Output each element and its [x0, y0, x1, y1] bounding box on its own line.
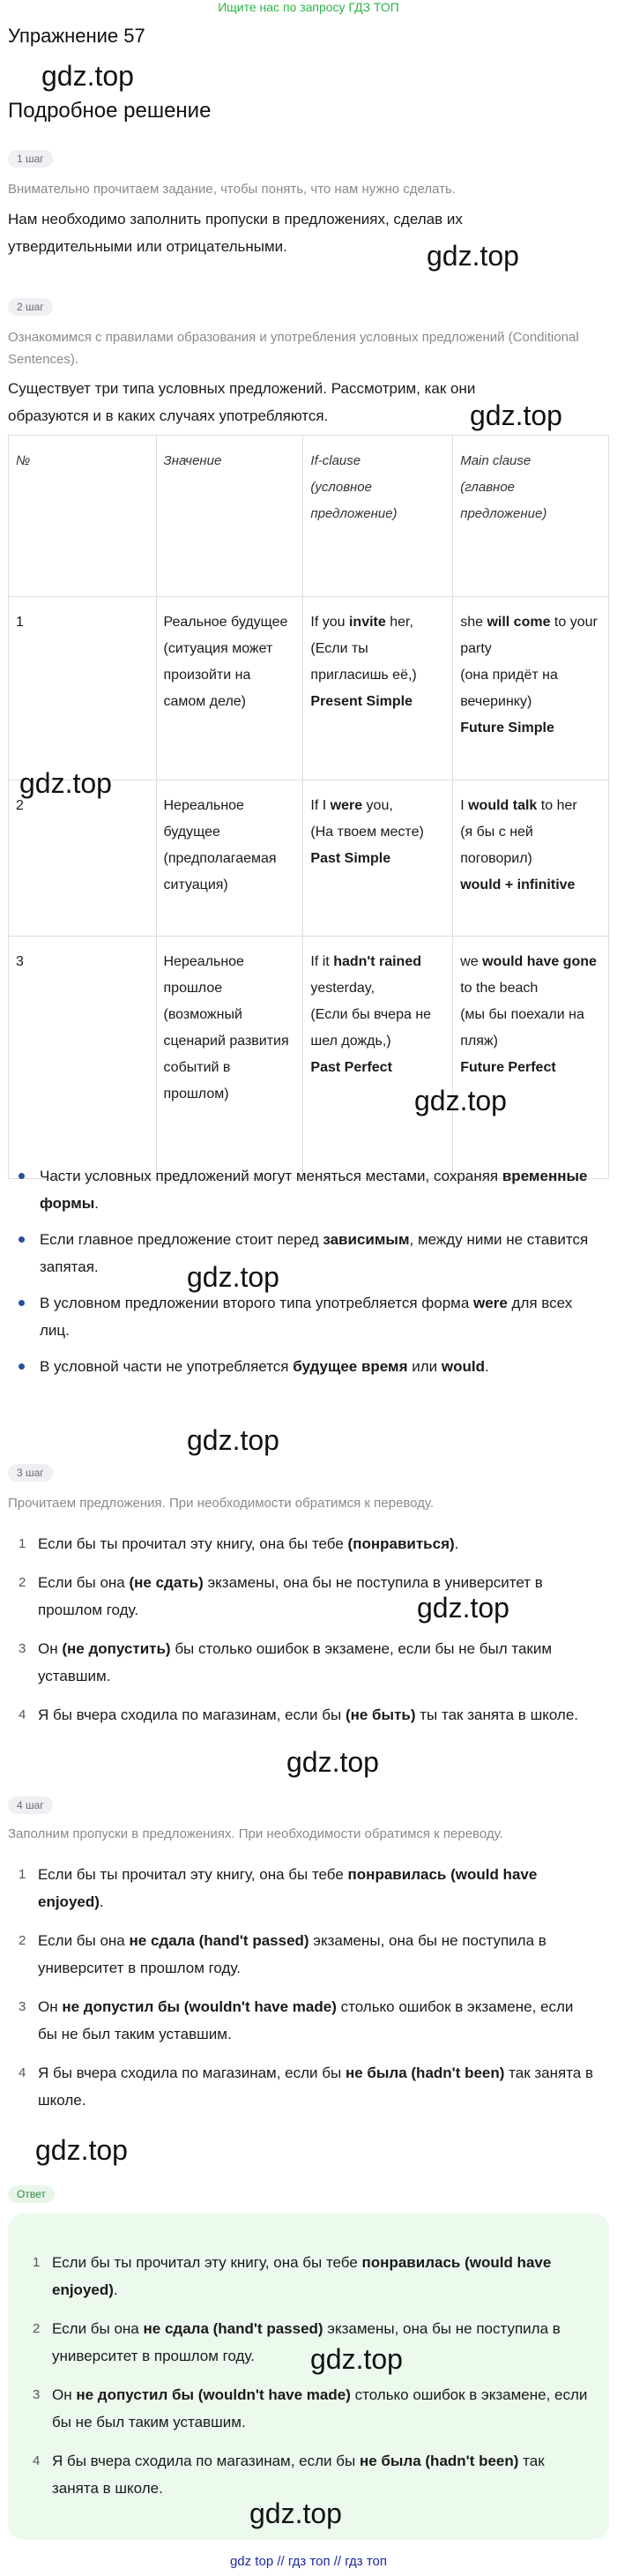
watermark: gdz.top [470, 399, 562, 431]
watermark: gdz.top [249, 2498, 342, 2529]
step-1-text: Нам необходимо заполнить пропуски в предложениях, сделав их утвердительными или отрицательными. [8, 211, 463, 255]
watermark: gdz.top [414, 1085, 507, 1116]
watermark: gdz.top [35, 2134, 128, 2166]
step-2-badge: 2 шаг [8, 298, 53, 316]
list-item: 1 Если бы ты прочитал эту книгу, она бы тебе (понравиться). [19, 1535, 459, 1552]
row-meaning: Реальное будущее (ситуация может произойти на самом деле) [156, 597, 303, 780]
list-item: 4 Я бы вчера сходила по магазинам, если бы не была (hadn't been) так занята в школе. [19, 2065, 594, 2109]
table-row [9, 780, 609, 937]
list-item: 4 Я бы вчера сходила по магазинам, если бы не была (hadn't been) так занята в школе. [33, 2453, 545, 2497]
row-main-clause: we would have gone to the beach (мы бы поехали на пляж) Future Perfect [453, 937, 609, 1179]
watermark: gdz.top [417, 1592, 509, 1624]
watermark: gdz.top [310, 2343, 403, 2375]
watermark: gdz.top [427, 240, 519, 272]
conditionals-table-wrap [8, 435, 609, 1179]
top-banner[interactable]: Ищите нас по запросу ГДЗ ТОП [218, 0, 399, 14]
list-item: 1 Если бы ты прочитал эту книгу, она бы тебе понравилась (would have enjoyed). [19, 1866, 538, 1910]
step-3-list [8, 1530, 594, 1740]
step-1-badge: 1 шаг [8, 150, 53, 168]
page-subtitle: Подробное решение [8, 99, 212, 123]
row-if-clause: If it hadn't rained yesterday, (Если бы вчера не шел дождь,) Past Perfect [303, 937, 453, 1179]
row-number: 2 [9, 780, 157, 937]
row-number: 1 [9, 597, 157, 780]
conditionals-table [8, 435, 609, 1179]
step-3-badge: 3 шаг [8, 1464, 53, 1482]
row-if-clause: If you invite her, (Если ты пригласишь её,) Present Simple [303, 597, 453, 780]
table-header-row [9, 436, 609, 597]
watermark: gdz.top [187, 1261, 279, 1293]
table-row [9, 937, 609, 1179]
col-main-clause-header: Main clause (главное предложение) [453, 436, 609, 597]
col-if-clause-header: If-clause (условное предложение) [303, 436, 453, 597]
list-item: 2 Если бы она не сдала (hand't passed) экзамены, она бы не поступила в университет в прошлом году. [19, 1932, 546, 1976]
watermark: gdz.top [286, 1746, 379, 1778]
step-2-hint: Ознакомимся с правилами образования и употребления условных предложений (Conditional Sentences). [8, 330, 579, 367]
footer-links[interactable]: gdz top // гдз топ // гдз топ [229, 2554, 388, 2569]
col-meaning-header: Значение [156, 436, 303, 597]
watermark: gdz.top [41, 60, 134, 92]
row-main-clause: she will come to your party (она придёт на вечеринку) Future Simple [453, 597, 609, 780]
answer-list [22, 2249, 595, 2513]
row-if-clause: If I were you, (На твоем месте) Past Simple [303, 780, 453, 937]
watermark: gdz.top [187, 1424, 279, 1456]
step-4-list [8, 1861, 594, 2125]
list-item: 3 Он не допустил бы (wouldn't have made) столько ошибок в экзамене, если бы не был таким уставшим. [19, 1998, 574, 2042]
watermark: gdz.top [19, 767, 112, 799]
list-item: В условном предложении второго типа употребляется форма were для всех лиц. [8, 1289, 598, 1344]
row-meaning: Нереальное прошлое (возможный сценарий развития событий в прошлом) [156, 937, 303, 1179]
step-2-text: Существует три типа условных предложений. Рассмотрим, как они образуются и в каких случаях употребляются. [8, 380, 476, 424]
page-title: Упражнение 57 [8, 25, 145, 47]
step-1-hint: Внимательно прочитаем задание, чтобы понять, что нам нужно сделать. [8, 182, 457, 197]
list-item: 2 Если бы она не сдала (hand't passed) экзамены, она бы не поступила в университет в прошлом году. [33, 2320, 561, 2364]
list-item: 1 Если бы ты прочитал эту книгу, она бы тебе понравилась (would have enjoyed). [33, 2254, 552, 2298]
list-item: 3 Он (не допустить) бы столько ошибок в экзамене, если бы не был таким уставшим. [19, 1640, 553, 1684]
row-number: 3 [9, 937, 157, 1179]
list-item: 4 Я бы вчера сходила по магазинам, если бы (не быть) ты так занята в школе. [19, 1706, 579, 1723]
list-item: 2 Если бы она (не сдать) экзамены, она бы не поступила в университет в прошлом году. [19, 1574, 543, 1618]
answer-badge: Ответ [8, 2185, 55, 2203]
rules-list [8, 1162, 598, 1389]
row-meaning: Нереальное будущее (предполагаемая ситуация) [156, 780, 303, 937]
table-row [9, 597, 609, 780]
list-item: 3 Он не допустил бы (wouldn't have made) столько ошибок в экзамене, если бы не был таким уставшим. [33, 2386, 588, 2430]
step-4-hint: Заполним пропуски в предложениях. При необходимости обратимся к переводу. [8, 1826, 503, 1841]
col-number-header: № [9, 436, 157, 597]
list-item: В условной части не употребляется будущее время или would. [8, 1353, 598, 1380]
step-4-badge: 4 шаг [8, 1796, 53, 1814]
list-item: Если главное предложение стоит перед зависимым, между ними не ставится запятая. [8, 1226, 598, 1281]
list-item: Части условных предложений могут меняться местами, сохраняя временные формы. [8, 1162, 598, 1217]
step-3-hint: Прочитаем предложения. При необходимости обратимся к переводу. [8, 1496, 435, 1511]
row-main-clause: I would talk to her (я бы с ней поговорил) would + infinitive [453, 780, 609, 937]
